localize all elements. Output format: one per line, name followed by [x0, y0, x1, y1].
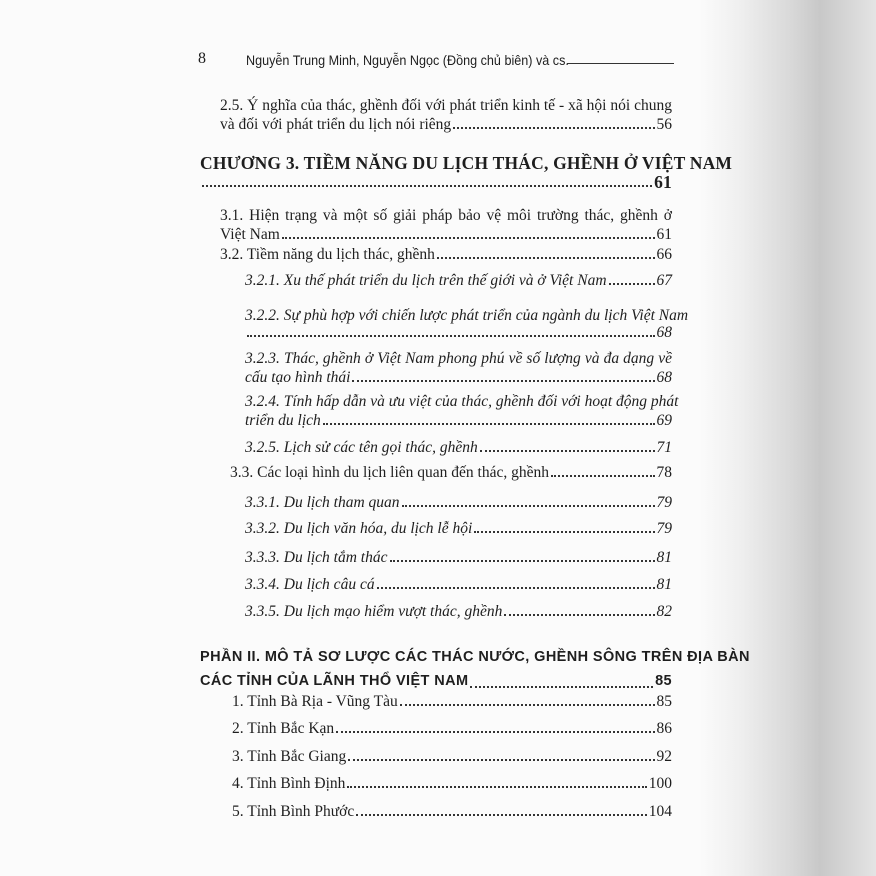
dot-leader — [356, 814, 647, 816]
dot-leader — [551, 475, 655, 477]
toc-entry-last-line — [230, 463, 672, 482]
toc-entry-last-line — [220, 245, 672, 264]
toc-entry-last-line — [220, 225, 672, 244]
dot-leader — [352, 380, 654, 382]
toc-page-number: 85 — [655, 673, 672, 689]
toc-page-number: 56 — [656, 116, 672, 133]
toc-entry-last-line — [245, 519, 672, 538]
toc-entry-title: CÁC TỈNH CỦA LÃNH THỔ VIỆT NAM — [200, 673, 469, 689]
toc-entry-title: 5. Tỉnh Bình Phước — [232, 803, 355, 820]
toc-entry — [245, 306, 689, 342]
toc-entry-last-line — [245, 575, 672, 594]
toc-entry — [245, 519, 672, 538]
toc-entry-line: 3.2.3. Thác, ghềnh ở Việt Nam phong phú về số lượng và đa dạng về — [245, 350, 672, 367]
dot-leader — [470, 686, 653, 688]
toc-entry-title: 4. Tỉnh Bình Định — [232, 775, 346, 792]
toc-entry-title: 3.3.1. Du lịch tham quan — [245, 494, 400, 511]
toc-page-number: 100 — [648, 775, 672, 792]
toc-entry-line: 2.5. Ý nghĩa của thác, ghềnh đối với phát triển kinh tế - xã hội nói chung — [220, 97, 672, 114]
toc-page-number: 86 — [656, 720, 672, 737]
toc-entry-last-line — [245, 438, 672, 457]
toc-page-number: 68 — [656, 324, 672, 341]
toc-entry — [245, 271, 672, 290]
dot-leader — [480, 450, 655, 452]
toc-entry-title: triển du lịch — [245, 412, 321, 429]
toc-entry-title: 3.3.3. Du lịch tắm thác — [245, 549, 388, 566]
toc-entry-title: 3.2.5. Lịch sử các tên gọi thác, ghềnh — [245, 439, 478, 456]
toc-entry-last-line — [245, 271, 672, 290]
toc-entry-title: Việt Nam — [220, 226, 280, 243]
toc-entry-line: 3.1. Hiện trạng và một số giải pháp bảo vệ môi trường thác, ghềnh ở — [220, 207, 672, 224]
dot-leader — [247, 335, 655, 337]
running-header — [198, 46, 674, 68]
toc-entry — [230, 463, 672, 482]
toc-page-number: 61 — [656, 226, 672, 243]
toc-entry-line: 3.2.2. Sự phù hợp với chiến lược phát triển của ngành du lịch Việt Nam — [245, 307, 689, 324]
toc-entry — [220, 245, 672, 264]
header-authors: Nguyễn Trung Minh, Nguyễn Ngọc (Đồng chủ biên) và cs. — [246, 52, 569, 68]
toc-entry-title: 3.2.1. Xu thế phát triển du lịch trên thế giới và ở Việt Nam — [245, 272, 607, 289]
dot-leader — [609, 283, 655, 285]
toc-entry — [220, 206, 672, 244]
dot-leader — [377, 587, 655, 589]
toc-entry-last-line — [232, 719, 672, 738]
dot-leader — [348, 759, 654, 761]
toc-page-number: 82 — [656, 603, 672, 620]
toc-entry — [232, 802, 672, 821]
toc-entry — [245, 349, 672, 387]
toc-entry-last-line — [232, 802, 672, 821]
toc-entry-last-line — [245, 493, 672, 512]
toc-entry — [232, 692, 672, 711]
toc-entry — [232, 719, 672, 738]
toc-entry-last-line — [200, 173, 672, 192]
dot-leader — [323, 423, 655, 425]
toc-page-number: 92 — [656, 748, 672, 765]
toc-entry — [245, 493, 672, 512]
toc-page-number: 66 — [656, 246, 672, 263]
toc-entry — [245, 548, 672, 567]
toc-page-number: 78 — [656, 464, 672, 481]
toc-entry-last-line — [245, 548, 672, 567]
toc-entry-title: 3.3.5. Du lịch mạo hiểm vượt thác, ghềnh — [245, 603, 503, 620]
dot-leader — [336, 731, 654, 733]
toc-entry-title: 1. Tỉnh Bà Rịa - Vũng Tàu — [232, 693, 398, 710]
toc-page-number: 71 — [656, 439, 672, 456]
dot-leader — [437, 257, 655, 259]
toc-entry — [245, 438, 672, 457]
toc-entry-last-line — [232, 774, 672, 793]
toc-entry-title: 3.3.4. Du lịch câu cá — [245, 576, 375, 593]
toc-page-number: 67 — [656, 272, 672, 289]
toc-entry-title: 3. Tỉnh Bắc Giang — [232, 748, 347, 765]
header-rule — [567, 63, 674, 64]
dot-leader — [402, 505, 655, 507]
toc-entry — [220, 96, 672, 134]
toc-entry — [232, 774, 672, 793]
toc-entry-last-line — [232, 747, 672, 766]
toc-page-number: 79 — [656, 520, 672, 537]
toc-entry — [232, 747, 672, 766]
toc-entry-title: 2. Tỉnh Bắc Kạn — [232, 720, 335, 737]
toc-entry-title: 3.2. Tiềm năng du lịch thác, ghềnh — [220, 246, 435, 263]
toc-page-number: 104 — [648, 803, 672, 820]
toc-entry-title: 3.3.2. Du lịch văn hóa, du lịch lễ hội — [245, 520, 473, 537]
dot-leader — [504, 614, 654, 616]
toc-page-number: 85 — [656, 693, 672, 710]
dot-leader — [347, 786, 646, 788]
toc-entry-last-line — [232, 692, 672, 711]
toc-entry — [200, 645, 750, 693]
toc-entry-title: 3.3. Các loại hình du lịch liên quan đến thác, ghềnh — [230, 464, 549, 481]
toc-entry-last-line — [245, 411, 672, 430]
toc-entry-line: CHƯƠNG 3. TIỀM NĂNG DU LỊCH THÁC, GHỀNH Ở VIỆT NAM — [200, 153, 733, 173]
dot-leader — [453, 127, 654, 129]
dot-leader — [282, 237, 655, 239]
dot-leader — [390, 560, 655, 562]
dot-leader — [474, 531, 654, 533]
toc-entry — [245, 392, 679, 430]
dot-leader — [400, 704, 655, 706]
toc-page-number: 68 — [656, 369, 672, 386]
toc-entry-line: PHẦN II. MÔ TẢ SƠ LƯỢC CÁC THÁC NƯỚC, GHỀNH SÔNG TRÊN ĐỊA BÀN — [200, 649, 750, 665]
toc-entry — [245, 575, 672, 594]
toc-entry-line: 3.2.4. Tính hấp dẫn và ưu việt của thác, ghềnh đối với hoạt động phát — [245, 393, 679, 410]
toc-entry-title: cấu tạo hình thái — [245, 369, 351, 386]
toc-entry — [200, 153, 733, 192]
toc-entry-last-line — [200, 669, 672, 693]
toc-entry-last-line — [245, 368, 672, 387]
page-number: 8 — [198, 50, 206, 67]
toc-page-number: 79 — [656, 494, 672, 511]
toc-page-number: 69 — [656, 412, 672, 429]
toc-page-number: 81 — [656, 549, 672, 566]
toc-entry-last-line — [220, 115, 672, 134]
toc-entry-title: và đối với phát triển du lịch nói riêng — [220, 116, 452, 133]
dot-leader — [202, 185, 652, 187]
toc-entry-last-line — [245, 323, 672, 342]
toc-entry-last-line — [245, 602, 672, 621]
toc-page-number: 61 — [654, 172, 672, 192]
toc-entry — [245, 602, 672, 621]
toc-page-number: 81 — [656, 576, 672, 593]
